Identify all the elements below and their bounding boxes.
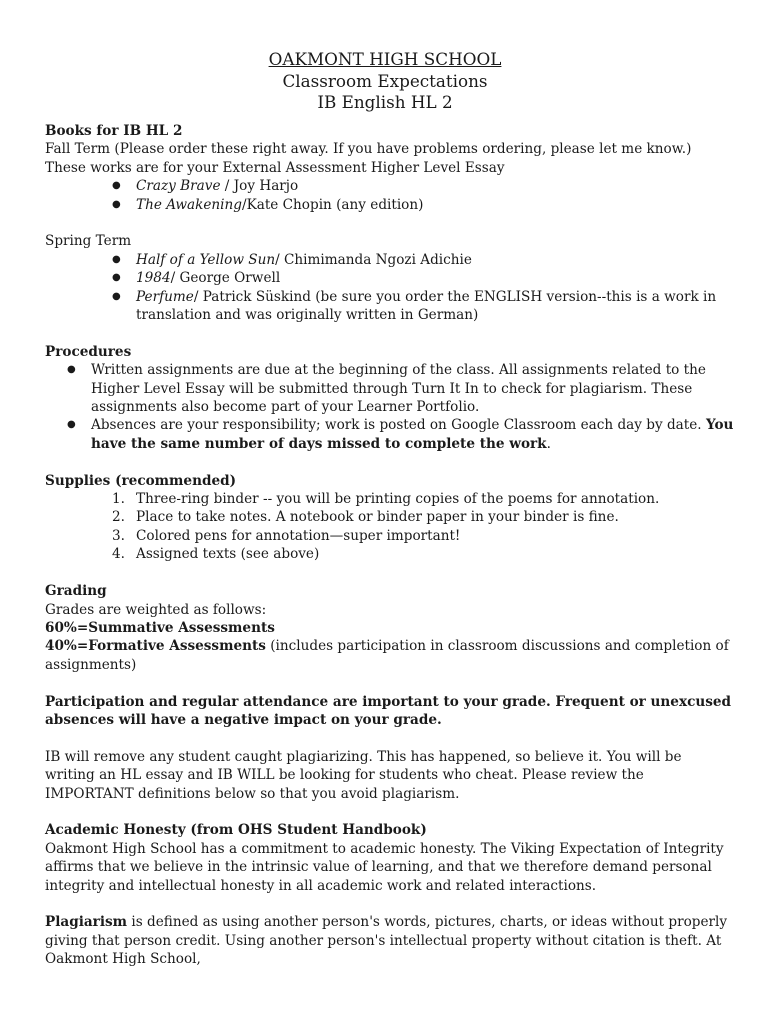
- document-title: Classroom Expectations: [282, 70, 488, 91]
- book-title: The Awakening: [136, 196, 242, 213]
- list-item: 4. Assigned texts (see above): [112, 546, 320, 563]
- fall-term-intro: Fall Term (Please order these right away. If you have problems ordering, please let me know.) These works are for your External Assessment Higher Level Essay: [45, 141, 692, 176]
- spring-book-list: [45, 251, 735, 325]
- list-item: ● Absences are your responsibility; work is posted on Google Classroom each day by date. You have the same number of days missed to complete the work.: [45, 416, 735, 453]
- list-item: ● Written assignments are due at the beginning of the class. All assignments related to the Higher Level Essay will be submitted through Turn It In to check for plagiarism. These assignments also become part of your Learner Portfolio.: [45, 361, 735, 416]
- list-item: ● Half of a Yellow Sun/ Chimimanda Ngozi Adichie: [45, 251, 735, 269]
- book-title: Crazy Brave: [136, 178, 221, 195]
- fall-book-list: [45, 177, 735, 214]
- list-item: ● Perfume/ Patrick Süskind (be sure you order the ENGLISH version--this is a work in translation and was originally written in German): [45, 288, 735, 325]
- list-item: 2. Place to take notes. A notebook or binder paper in your binder is fine.: [112, 509, 619, 526]
- honesty-text: Oakmont High School has a commitment to academic honesty. The Viking Expectation of Integrity affirms that we believe in the intrinsic value of learning, and that we therefore demand personal integrity and intellectual honesty in all academic work and related interactions.: [45, 840, 724, 894]
- plagiarism-warning: IB will remove any student caught plagiarizing. This has happened, so believe it. You will be writing an HL essay and IB WILL be looking for students who cheat. Please review the IMPORTANT definitions below so that you avoid plagiarism.: [45, 748, 682, 802]
- plagiarism-definition: Plagiarism is defined as using another person's words, pictures, charts, or ideas without properly giving that person credit. Using another person's intellectual property without citation is theft. At Oakmont High School,: [45, 914, 728, 968]
- honesty-heading: Academic Honesty (from OHS Student Handbook): [45, 822, 427, 839]
- list-item: ● Crazy Brave / Joy Harjo: [45, 177, 735, 195]
- procedures-list: [45, 361, 735, 453]
- formative-weight: 40%=Formative Assessments (includes participation in classroom discussions and completion of assignments): [45, 638, 729, 673]
- list-item: 3. Colored pens for annotation—super important!: [112, 527, 461, 544]
- grading-heading: Grading: [45, 583, 107, 600]
- book-title: Half of a Yellow Sun: [136, 251, 276, 268]
- book-title: 1984: [136, 270, 171, 287]
- procedures-heading: Procedures: [45, 343, 132, 360]
- summative-weight: 60%=Summative Assessments: [45, 619, 275, 636]
- list-item: 1. Three-ring binder -- you will be printing copies of the poems for annotation.: [112, 491, 660, 508]
- books-heading: Books for IB HL 2: [45, 123, 183, 139]
- attendance-notice: Participation and regular attendance are important to your grade. Frequent or unexcused absences will have a negative impact on your grade.: [45, 693, 732, 728]
- document-header: [0, 49, 770, 114]
- book-title: Perfume: [136, 288, 194, 305]
- list-item: ● 1984/ George Orwell: [45, 269, 735, 287]
- supplies-heading: Supplies (recommended): [45, 472, 237, 489]
- course-name: IB English HL 2: [317, 92, 453, 112]
- document-body: [45, 122, 735, 969]
- supplies-list: [45, 490, 735, 564]
- grading-intro: Grades are weighted as follows:: [45, 601, 267, 618]
- spring-term-label: Spring Term: [45, 233, 132, 250]
- school-name: OAKMONT HIGH SCHOOL: [268, 49, 502, 69]
- list-item: ● The Awakening/Kate Chopin (any edition): [45, 196, 735, 214]
